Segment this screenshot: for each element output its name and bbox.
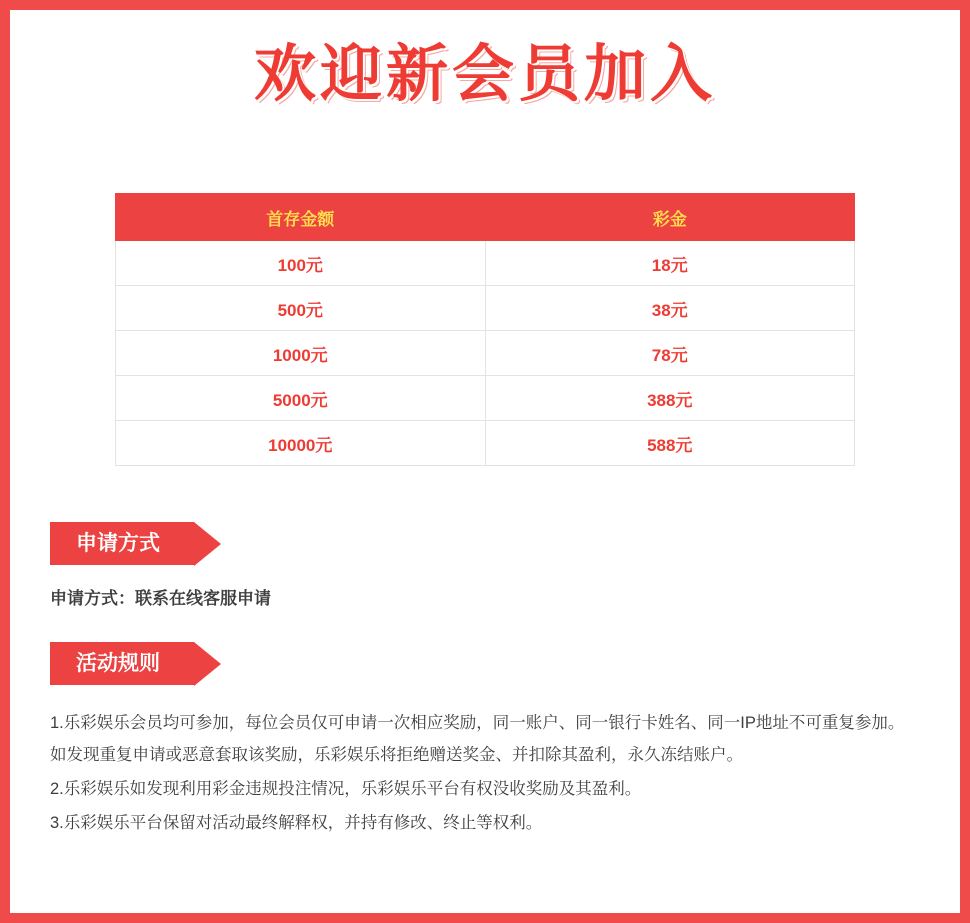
apply-text: 申请方式：联系在线客服申请 xyxy=(50,589,271,609)
cell-bonus: 18元 xyxy=(485,241,855,286)
bonus-table xyxy=(115,193,855,466)
cell-bonus: 38元 xyxy=(485,286,855,331)
cell-bonus: 388元 xyxy=(485,376,855,421)
rules-section xyxy=(50,642,960,685)
promo-page xyxy=(10,10,960,913)
cell-deposit: 100元 xyxy=(116,241,486,286)
rule-item: 1.乐彩娱乐会员均可参加，每位会员仅可申请一次相应奖励，同一账户、同一银行卡姓名、同一IP地址不可重复参加。如发现重复申请或恶意套取该奖励，乐彩娱乐将拒绝赠送奖金、并扣除其盈利，永久冻结账户。 xyxy=(50,713,905,765)
rules-heading: 活动规则 xyxy=(50,642,194,685)
rules-list xyxy=(50,707,920,840)
apply-heading: 申请方式 xyxy=(50,522,194,565)
column-header-deposit: 首存金额 xyxy=(116,194,486,241)
table-row xyxy=(116,331,855,376)
cell-deposit: 10000元 xyxy=(116,421,486,466)
apply-section xyxy=(50,522,960,565)
cell-deposit: 500元 xyxy=(116,286,486,331)
table-row xyxy=(116,376,855,421)
page-title: 欢迎新会员加入 xyxy=(253,37,716,110)
cell-bonus: 78元 xyxy=(485,331,855,376)
table-row xyxy=(116,286,855,331)
rule-item: 3.乐彩娱乐平台保留对活动最终解释权，并持有修改、终止等权利。 xyxy=(50,814,543,833)
rule-item: 2.乐彩娱乐如发现利用彩金违规投注情况，乐彩娱乐平台有权没收奖励及其盈利。 xyxy=(50,780,642,799)
cell-deposit: 1000元 xyxy=(116,331,486,376)
cell-deposit: 5000元 xyxy=(116,376,486,421)
column-header-bonus: 彩金 xyxy=(485,194,855,241)
table-row xyxy=(116,421,855,466)
bonus-table-wrapper xyxy=(115,193,855,466)
table-header-row xyxy=(116,194,855,241)
table-row xyxy=(116,241,855,286)
cell-bonus: 588元 xyxy=(485,421,855,466)
